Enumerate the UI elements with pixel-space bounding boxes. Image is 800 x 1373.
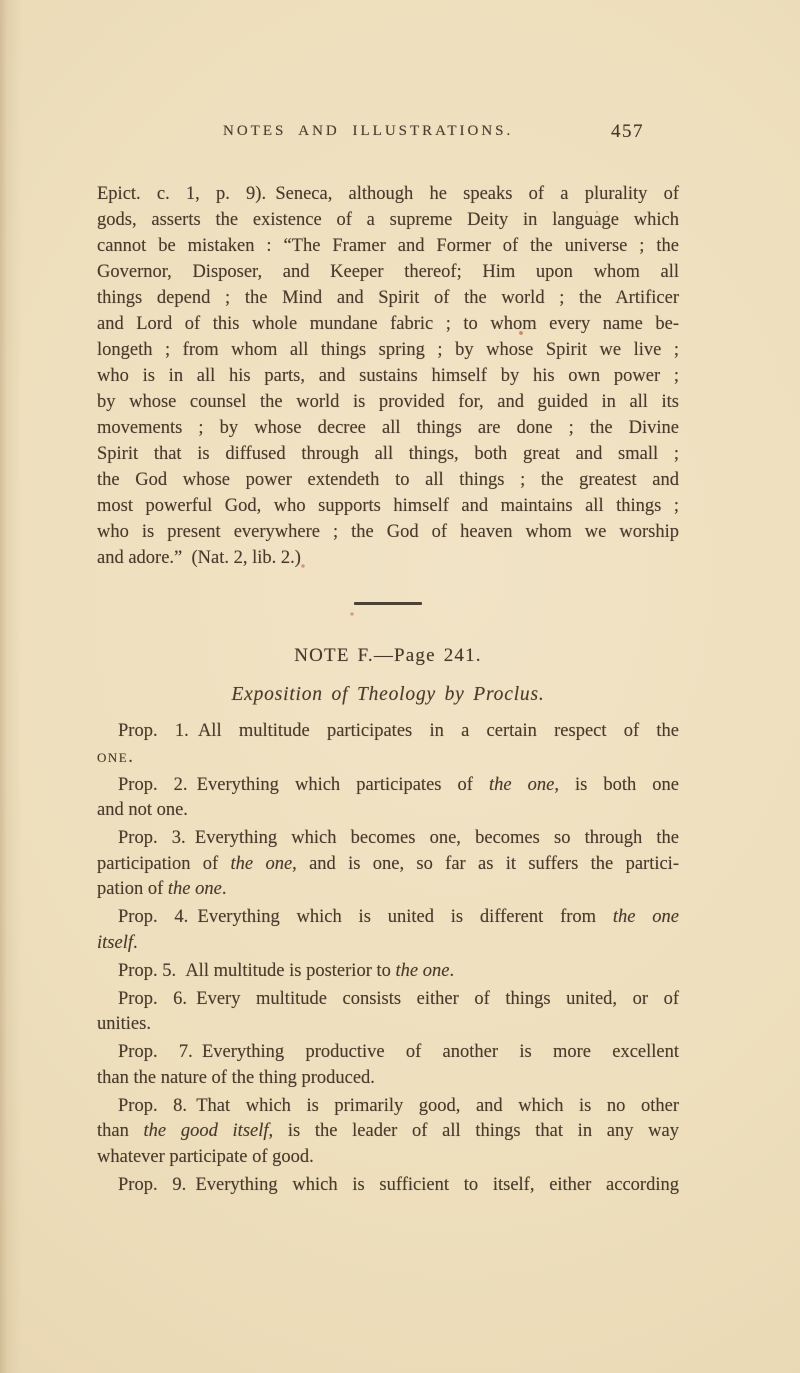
text-line: gods, asserts the existence of a supreme Deity in language which [97,210,679,230]
text-line: Prop. 2. Everything which participates of the one, is both one [118,774,679,795]
text-line: longeth ; from whom all things spring ; by whose Spirit we live ; [97,340,679,360]
note-subheading: Exposition of Theology by Proclus. [231,684,545,705]
proposition [97,826,679,903]
proposition [97,719,679,770]
intro-paragraph [97,181,679,571]
proposition [97,1173,679,1199]
section-divider-rule [354,602,422,605]
text-line: who is in all his parts, and sustains himself by his own power ; [97,366,679,386]
text-line: Epict. c. 1, p. 9). Seneca, although he speaks of a plurality of [97,184,679,204]
proposition [97,905,679,956]
propositions-list [97,719,679,1198]
running-header [97,121,679,147]
proposition [97,773,679,824]
text-line: by whose counsel the world is provided for, and guided in all its [97,392,679,412]
proposition [97,987,679,1038]
text-line: pation of the one. [97,879,227,899]
text-line: Prop. 1. All multitude participates in a certain respect of the [118,721,679,741]
proposition [97,1040,679,1091]
note-heading: NOTE F.—Page 241. [294,645,482,666]
proposition [97,959,679,985]
text-line: one. [97,746,135,767]
text-line: cannot be mistaken : “The Framer and Former of the universe ; the [97,236,679,256]
text-line: itself. [97,932,138,953]
text-line: than the nature of the thing produced. [97,1067,375,1088]
text-line: Prop. 5. All multitude is posterior to the one. [118,960,455,981]
text-line: Spirit that is diffused through all things, both great and small ; [97,444,679,464]
text-line: Prop. 3. Everything which becomes one, becomes so through the [118,828,679,848]
text-line: and Lord of this whole mundane fabric ; to whom every name be- [97,314,679,334]
text-line: whatever participate of good. [97,1146,314,1167]
running-header-title: NOTES AND ILLUSTRATIONS. [223,123,514,139]
proposition [97,1094,679,1171]
text-line: things depend ; the Mind and Spirit of the world ; the Artificer [97,288,679,308]
text-line: participation of the one, and is one, so far as it suffers the partici- [97,853,679,874]
text-line: and adore.” (Nat. 2, lib. 2.) [97,548,301,568]
text-line: and not one. [97,800,188,820]
text-line: Governor, Disposer, and Keeper thereof; Him upon whom all [97,262,679,282]
text-line: Prop. 4. Everything which is united is different from the one [118,907,680,927]
text-line: movements ; by whose decree all things are done ; the Divine [97,418,679,438]
text-line: Prop. 6. Every multitude consists either of things united, or of [118,988,679,1009]
text-line: Prop. 8. That which is primarily good, and which is no other [118,1095,679,1116]
page-number: 457 [611,121,644,142]
text-line: the God whose power extendeth to all things ; the greatest and [97,470,679,490]
text-line: Prop. 9. Everything which is sufficient to itself, either according [118,1174,679,1195]
text-line: unities. [97,1014,151,1034]
text-line: Prop. 7. Everything productive of another is more excellent [118,1042,679,1062]
text-line: than the good itself, is the leader of all things that in any way [97,1121,679,1141]
text-line: who is present everywhere ; the God of heaven whom we worship [97,522,679,542]
text-line: most powerful God, who supports himself and maintains all things ; [97,496,679,516]
